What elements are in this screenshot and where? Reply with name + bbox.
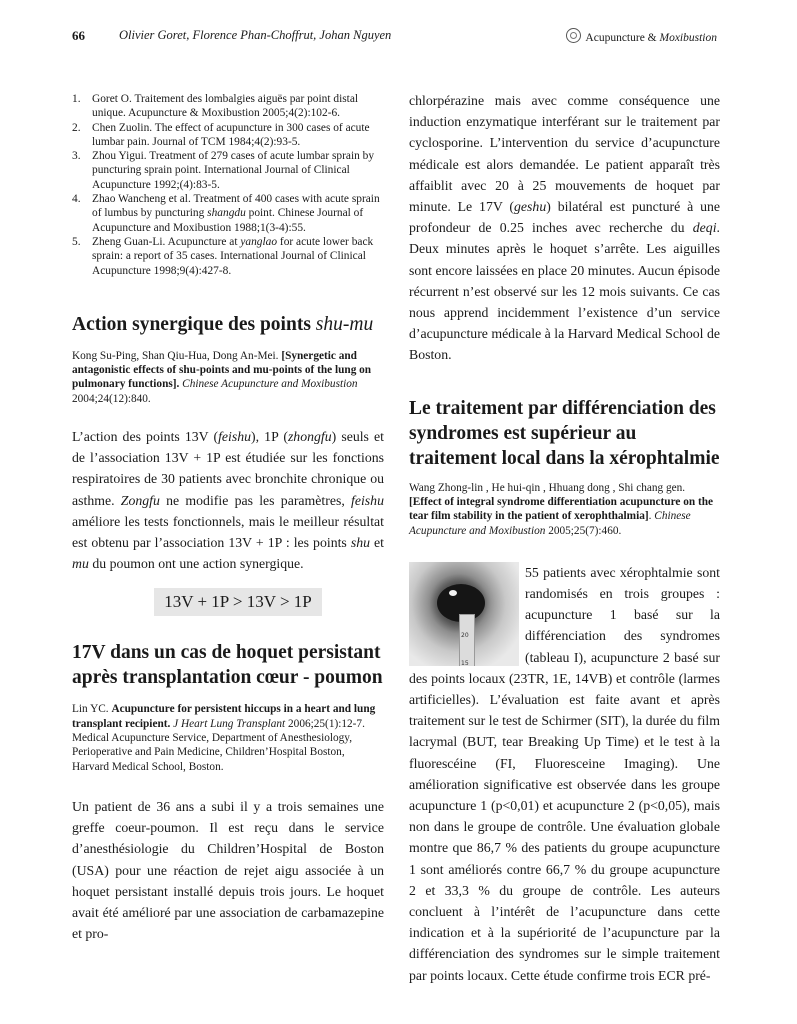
paragraph-shu-mu: L’action des points 13V (feishu), 1P (zhongfu) seuls et de l’association 13V + 1P est étudiée sur les fonctions respiratoires de 30 patients avec bronchite chronique ou asthme. Zongfu ne modifie pas les paramètres, feishu améliore les tests fonctionnels, mais le meilleur résultat est obtenu par l’association 13V + 1P : les points shu et mu du poumon ont une action synergique. <box>72 429 384 572</box>
eye-photo <box>409 562 519 666</box>
reference-item: 4. Zhao Wancheng et al. Treatment of 400 cases with acute sprain of lumbus by puncturing shangdu point. Chinese Journal of Acupuncture and Moxibustion 1988;1(3-4):55. <box>72 193 380 234</box>
citation-shu-mu: Kong Su-Ping, Shan Qiu-Hua, Dong An-Mei. [Synergetic and antagonistic effects of shu-points and mu-points of the lung on pulmonary functions]. Chinese Acupuncture and Moxibustion 2004;24(12):840. <box>72 349 372 405</box>
reference-item: 1. Goret O. Traitement des lombalgies aiguës par point distal unique. Acupuncture & Moxibustion 2005;4(2):102-6. <box>72 93 359 120</box>
section-title-hoquet: 17V dans un cas de hoquet persistant après transplantation cœur - poumon <box>72 642 383 689</box>
paragraph-xerophtalmie: 20 15 55 patients avec xérophtalmie sont randomisés en trois groupes : acupuncture 1 basé sur la différenciation des syndromes (tableau I), acupuncture 2 basé sur des points locaux (23TR, 1E, 14VB) et contrôle (larmes artificielles). L’évaluation est faite avant et après traitement sur le test de Schirmer (SIT), la durée du film lacrymal (BUT, tear Breaking Up Time) et le test à la fluorescéine (FI, Fluoresceine Imaging). Une amélioration significative est observée dans les groupe acupuncture 1 (p<0,01) et acupuncture 2 (p<0,05), mais non dans le groupe de contrôle. Une évaluation globale montre que 86,7 % des patients du groupe acupuncture 1 sont améliorés contre 66,7 % du groupe acupuncture 2 et 33,3 % du groupe de contrôle. Les auteurs concluent à l’intérêt de l’acupuncture dans cette indication et à la supériorité de l’acupuncture par la différenciation des syndromes sur le simple traitement par points locaux. Cette étude confirme trois ECR pré- <box>409 562 720 986</box>
section-title-xerophtalmie: Le traitement par différenciation des syndromes est supérieur au traitement local dans la xérophtalmie <box>409 397 720 469</box>
header-authors: Olivier Goret, Florence Phan-Choffrut, Johan Nguyen <box>119 28 392 42</box>
formula-box: 13V + 1P > 13V > 1P <box>154 588 321 616</box>
citation-hoquet: Lin YC. Acupuncture for persistent hiccups in a heart and lung transplant recipient. J Heart Lung Transplant 2006;25(1):12-7. Medical Acupuncture Service, Department of Anesthesiology, Perioperative and Pain Medicine, Children’Hospital Boston, Harvard Medical School, Boston. <box>72 703 376 773</box>
journal-name: Acupuncture & <box>585 32 660 44</box>
left-column <box>72 92 384 944</box>
reference-item: 5. Zheng Guan-Li. Acupuncture at yanglao for acute lower back sprain: a report of 35 cases. International Journal of Clinical Acupuncture 1998;9(4):427-8. <box>72 235 374 277</box>
eye-glint <box>449 590 457 596</box>
schirmer-strip: 20 15 <box>459 614 475 666</box>
header-journal <box>566 28 717 44</box>
right-column <box>409 90 720 986</box>
page-header <box>0 28 797 46</box>
paragraph-hoquet: Un patient de 36 ans a subi il y a trois semaines une greffe coeur-poumon. Il est reçu dans le service d’anesthésiologie du Children’Hospital de Boston (USA) pour une réaction de rejet aigu associée à un hoquet persistant installé depuis trois jours. Le hoquet avait été amélioré par une association de carbamazepine et pro- <box>72 798 384 942</box>
section-title-shu-mu: Action synergique des points shu-mu <box>72 313 374 335</box>
journal-logo-icon <box>566 28 581 43</box>
paragraph-hoquet-continued: chlorpérazine mais avec comme conséquence une induction enzymatique interférant sur le traitement par cyclosporine. L’intervention du service d’acupuncture médicale est alors demandée. Le patient apparaît très affaiblit avec 20 à 25 mouvements de hoquet par minute. Le 17V (geshu) bilatéral est puncturé à une profondeur de 0.25 inches avec recherche du deqi. Deux minutes après le hoquet s’arrête. Les aiguilles sont encore laissées en place 20 minutes. Aucun épisode récurrent n’est observé sur les 12 mois suivants. Ce cas nous apprend incidemment l’existence d’un service d’acupuncture médicale à la Harvard Medical School de Boston. <box>409 93 720 363</box>
reference-list <box>72 92 384 278</box>
citation-xerophtalmie: Wang Zhong-lin , He hui-qin , Hhuang dong , Shi chang gen. [Effect of integral syndrome differentiation acupuncture on the tear film stability in the patient of xerophthalmia]. Chinese Acupuncture and Moxibustion 2005;25(7):460. <box>409 481 714 537</box>
page-number: 66 <box>72 28 85 43</box>
journal-name-italic: Moxibustion <box>659 32 717 44</box>
reference-item: 2. Chen Zuolin. The effect of acupuncture in 300 cases of acute lumbar pain. Journal of TCM 1984;4(2):93-5. <box>72 121 370 148</box>
reference-item: 3. Zhou Yigui. Treatment of 279 cases of acute lumbar sprain by puncturing sprain point. International Journal of Clinical Acupuncture 1992;(4):83-5. <box>72 150 375 191</box>
